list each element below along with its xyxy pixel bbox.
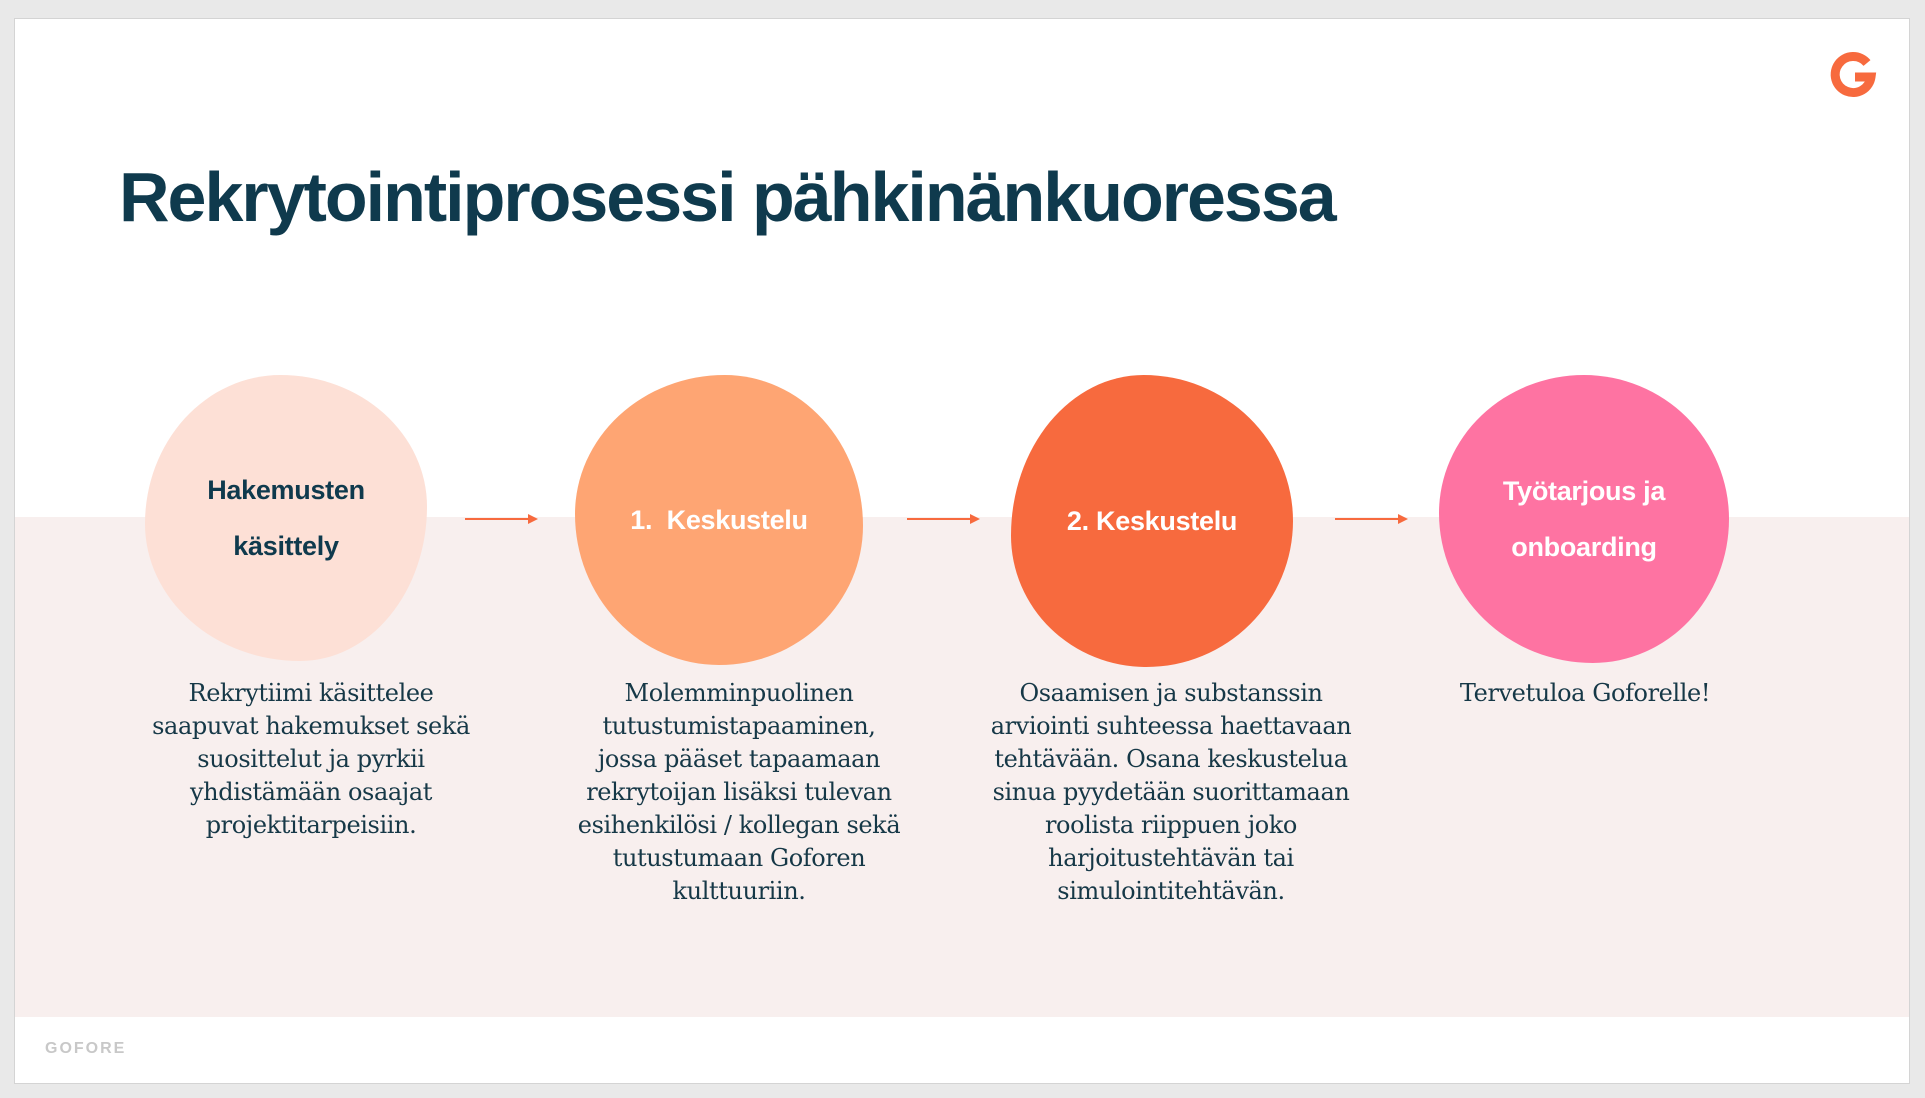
step-label — [1067, 493, 1237, 549]
step-description: Tervetuloa Goforelle! — [1459, 679, 1711, 707]
step-label-line2: onboarding — [1511, 532, 1657, 562]
step-label — [1503, 463, 1665, 575]
step-label — [630, 492, 807, 548]
slide — [14, 18, 1910, 1084]
arrow-right-icon — [907, 512, 981, 526]
step-2-keskustelu — [1011, 375, 1293, 667]
footer-logo-text: GOFORE — [45, 1040, 127, 1057]
page-title: Rekrytointiprosessi pähkinänkuoressa — [119, 158, 1335, 236]
arrow-right-icon — [1335, 512, 1409, 526]
step-hakemusten-kasittely — [145, 375, 427, 661]
step-label-line1: 1. Keskustelu — [630, 505, 808, 535]
step-description: Rekrytiimi käsittelee saapuvat hakemukset sekä suosittelut ja pyrkii yhdistämään osaajat projektitarpeisiin. — [152, 679, 470, 839]
step-description: Osaamisen ja substanssin arviointi suhteessa haettavaan tehtävään. Osana keskustelua sinua pyydetään suorittamaan roolista riippuen joko harjoitustehtävän tai simulointitehtävän. — [990, 679, 1352, 905]
step-1-keskustelu — [575, 375, 863, 665]
step-label-line1: Hakemusten — [207, 475, 365, 505]
step-label-line2: käsittely — [233, 531, 339, 561]
arrow-right-icon — [465, 512, 539, 526]
step-label-line1: 2. Keskustelu — [1066, 506, 1238, 536]
step-description: Molemminpuolinen tutustumistapaaminen, jossa pääset tapaamaan rekrytoijan lisäksi tulevan esihenkilösi / kollegan sekä tutustumaan Goforen kulttuuriin. — [577, 679, 901, 905]
gofore-logo-icon — [1829, 51, 1877, 99]
step-label-line1: Työtarjous ja — [1502, 476, 1666, 506]
step-label — [207, 462, 365, 574]
